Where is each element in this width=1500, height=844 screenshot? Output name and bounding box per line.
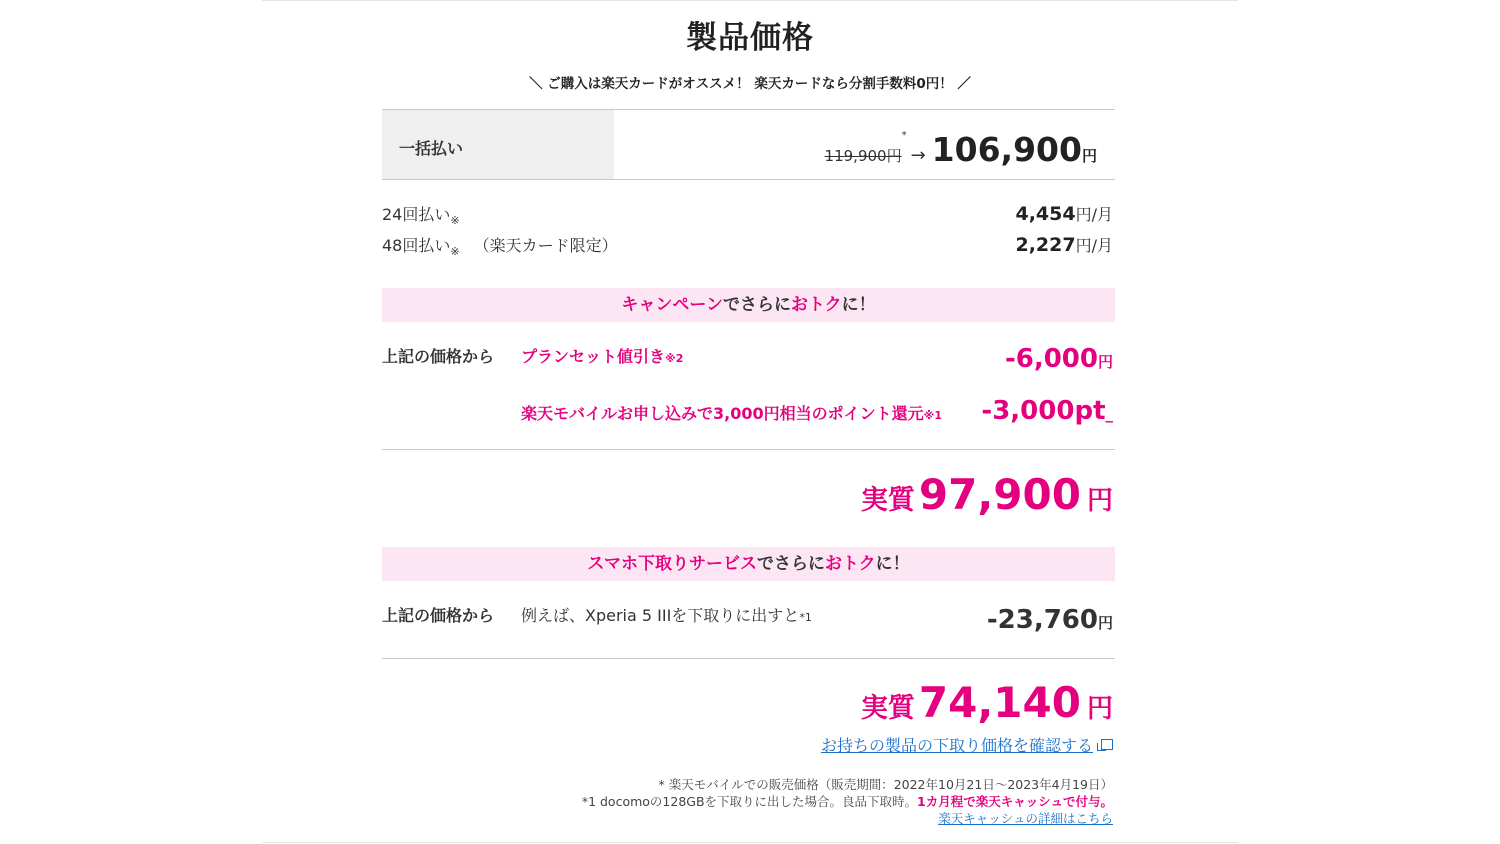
- installment-label: [382, 233, 618, 258]
- trade-in-amount: -23,760: [986, 605, 1098, 635]
- banner-highlight: おトク: [791, 295, 842, 315]
- divider: [382, 658, 1115, 659]
- plan-discount-value: [1005, 344, 1113, 374]
- check-trade-in-price-link[interactable]: [821, 733, 1113, 756]
- installment-note: ※: [450, 214, 460, 227]
- installment-count: 24回払い: [382, 205, 451, 224]
- page-title: 製品価格: [686, 20, 814, 56]
- rakuten-cash-details-link[interactable]: 楽天キャッシュの詳細はこちら: [938, 811, 1113, 826]
- check-trade-in-price-text[interactable]: お持ちの製品の下取り価格を確認する: [820, 736, 1093, 755]
- plan-discount-label: [521, 344, 683, 367]
- point-return-text: 楽天モバイルお申し込みで3,000円相当のポイント還元: [521, 404, 924, 423]
- lump-sum-label: 一括払い: [399, 139, 464, 158]
- plan-discount-note: ※2: [665, 352, 684, 365]
- promo-subtitle: ＼ ご購入は楽天カードがオススメ！ 楽天カードなら分割手数料0円！ ／: [529, 76, 971, 92]
- lump-sum-price: [825, 130, 1097, 169]
- banner-text: に！: [875, 554, 910, 574]
- banner-text: でさらに: [723, 295, 791, 315]
- installment-unit: 円/月: [1075, 205, 1113, 224]
- lump-sum-amount: 106,900: [931, 130, 1082, 169]
- footnote-trade-in-emphasis: 1カ月程で楽天キャッシュで付与。: [917, 794, 1113, 809]
- installment-count: 48回払い: [382, 236, 451, 255]
- effective-price-prefix: 実質: [860, 485, 915, 516]
- lump-sum-row: [382, 110, 1115, 179]
- effective-price-unit: 円: [1086, 694, 1113, 724]
- divider: [382, 179, 1115, 180]
- campaign-banner: [382, 288, 1115, 322]
- banner-text: に！: [841, 295, 876, 315]
- trade-in-example-note: *1: [799, 611, 812, 624]
- trade-in-example-text: 例えば、Xperia 5 IIIを下取りに出すと: [521, 606, 800, 625]
- point-return-note: ※1: [923, 409, 942, 422]
- price-section: [382, 0, 1115, 844]
- divider: [382, 449, 1115, 450]
- point-return-amount: -3,000pt: [981, 396, 1106, 426]
- banner-highlight: スマホ下取りサービス: [587, 554, 757, 574]
- arrow-right-icon: →: [910, 145, 926, 166]
- effective-price-prefix: 実質: [860, 693, 915, 724]
- plan-discount-amount: -6,000: [1004, 344, 1098, 374]
- lump-sum-yen: 円: [1081, 147, 1097, 165]
- original-price-asterisk: *: [901, 130, 907, 141]
- banner-highlight: おトク: [825, 554, 876, 574]
- effective-price-amount: 74,140: [918, 678, 1081, 727]
- effective-price-amount: 97,900: [918, 470, 1081, 519]
- trade-in-value: [987, 605, 1113, 635]
- installment-unit: 円/月: [1075, 236, 1113, 255]
- lump-sum-label-cell: [382, 110, 614, 179]
- footnote-trade-in-text: *1 docomoの128GBを下取りに出した場合。良品下取時。: [581, 794, 918, 809]
- external-link-icon: [1101, 739, 1113, 750]
- point-return-value: [981, 396, 1113, 426]
- installment-value: 2,227: [1015, 234, 1076, 256]
- trade-in-banner: [382, 547, 1115, 581]
- trade-in-example: [521, 603, 812, 626]
- installment-amount: [1015, 233, 1113, 256]
- original-price: 119,900円: [824, 147, 902, 165]
- footnote-sale-price: * 楽天モバイルでの販売価格（販売期間：2022年10月21日〜2023年4月19日）: [658, 777, 1113, 792]
- trade-in-unit: 円: [1097, 614, 1113, 632]
- point-return-label: [521, 401, 942, 424]
- installment-limit: （楽天カード限定）: [473, 236, 618, 255]
- installment-label: [382, 202, 460, 227]
- banner-text: でさらに: [757, 554, 825, 574]
- page-bottom-border: [262, 842, 1238, 843]
- footnote-trade-in: [582, 792, 1113, 810]
- installment-value: 4,454: [1015, 203, 1076, 225]
- from-price-label: 上記の価格から: [382, 606, 495, 625]
- point-return-suffix: _: [1105, 405, 1113, 423]
- effective-price-campaign: [861, 470, 1113, 519]
- installment-amount: [1015, 202, 1113, 225]
- banner-highlight: キャンペーン: [621, 295, 723, 315]
- effective-price-trade-in: [861, 678, 1113, 727]
- installment-note: ※: [450, 245, 460, 258]
- effective-price-unit: 円: [1086, 486, 1113, 516]
- from-price-label: 上記の価格から: [382, 347, 495, 366]
- plan-discount-text: プランセット値引き: [521, 347, 666, 366]
- plan-discount-unit: 円: [1097, 353, 1113, 371]
